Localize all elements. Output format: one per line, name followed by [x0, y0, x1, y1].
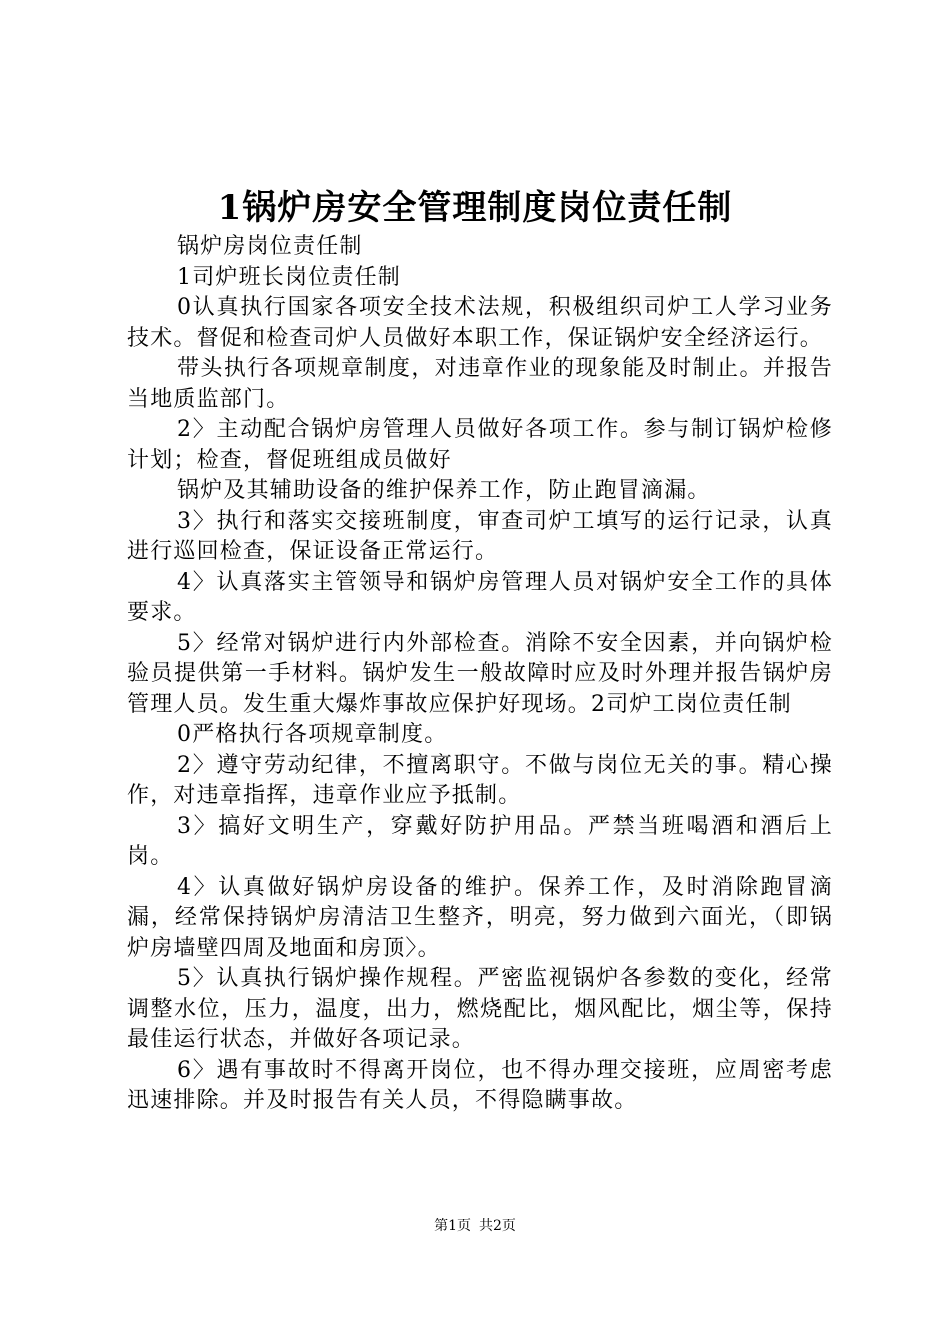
paragraph: 1司炉班长岗位责任制: [177, 264, 401, 290]
paragraph: 锅炉及其辅助设备的维护保养工作，防止跑冒滴漏。: [177, 478, 711, 503]
paragraph: 0严格执行各项规章制度。: [177, 722, 448, 747]
document-body: [127, 232, 833, 1117]
paragraph: 2〉遵守劳动纪律，不擅离职守。不做与岗位无关的事。精心操作，对违章指挥，违章作业应予抵制。: [127, 752, 833, 808]
page-total: 共2页: [479, 1218, 516, 1234]
paragraph: 3〉执行和落实交接班制度，审查司炉工填写的运行记录，认真进行巡回检查，保证设备正常运行。: [127, 508, 833, 564]
paragraph: 2〉主动配合锅炉房管理人员做好各项工作。参与制订锅炉检修计划；检查，督促班组成员做好: [127, 417, 833, 473]
paragraph: 4〉认真做好锅炉房设备的维护。保养工作，及时消除跑冒滴漏，经常保持锅炉房清洁卫生整齐，明亮，努力做到六面光，（即锅炉房墙壁四周及地面和房顶〉。: [127, 874, 833, 961]
paragraph: 3〉搞好文明生产，穿戴好防护用品。严禁当班喝酒和酒后上岗。: [127, 813, 833, 869]
paragraph: 带头执行各项规章制度，对违章作业的现象能及时制止。并报告当地质监部门。: [127, 356, 833, 412]
paragraph: 4〉认真落实主管领导和锅炉房管理人员对锅炉安全工作的具体要求。: [127, 569, 833, 625]
paragraph: 0认真执行国家各项安全技术法规，积极组织司炉工人学习业务技术。督促和检查司炉人员做好本职工作，保证锅炉安全经济运行。: [127, 295, 833, 351]
paragraph: 锅炉房岗位责任制: [177, 234, 363, 259]
paragraph: 6〉遇有事故时不得离开岗位，也不得办理交接班，应周密考虑迅速排除。并及时报告有关人员，不得隐瞒事故。: [127, 1057, 833, 1113]
page-number: 第1页: [434, 1218, 471, 1234]
document-title: 1锅炉房安全管理制度岗位责任制: [217, 188, 733, 228]
paragraph: 5〉经常对锅炉进行内外部检查。消除不安全因素，并向锅炉检验员提供第一手材料。锅炉发生一般故障时应及时外理并报告锅炉房管理人员。发生重大爆炸事故应保护好现场。2司炉工岗位责任制: [127, 630, 833, 717]
paragraph: 5〉认真执行锅炉操作规程。严密监视锅炉各参数的变化，经常调整水位，压力，温度，出力，燃烧配比，烟风配比，烟尘等，保持最佳运行状态，并做好各项记录。: [127, 966, 833, 1052]
page-footer: [0, 1216, 950, 1236]
